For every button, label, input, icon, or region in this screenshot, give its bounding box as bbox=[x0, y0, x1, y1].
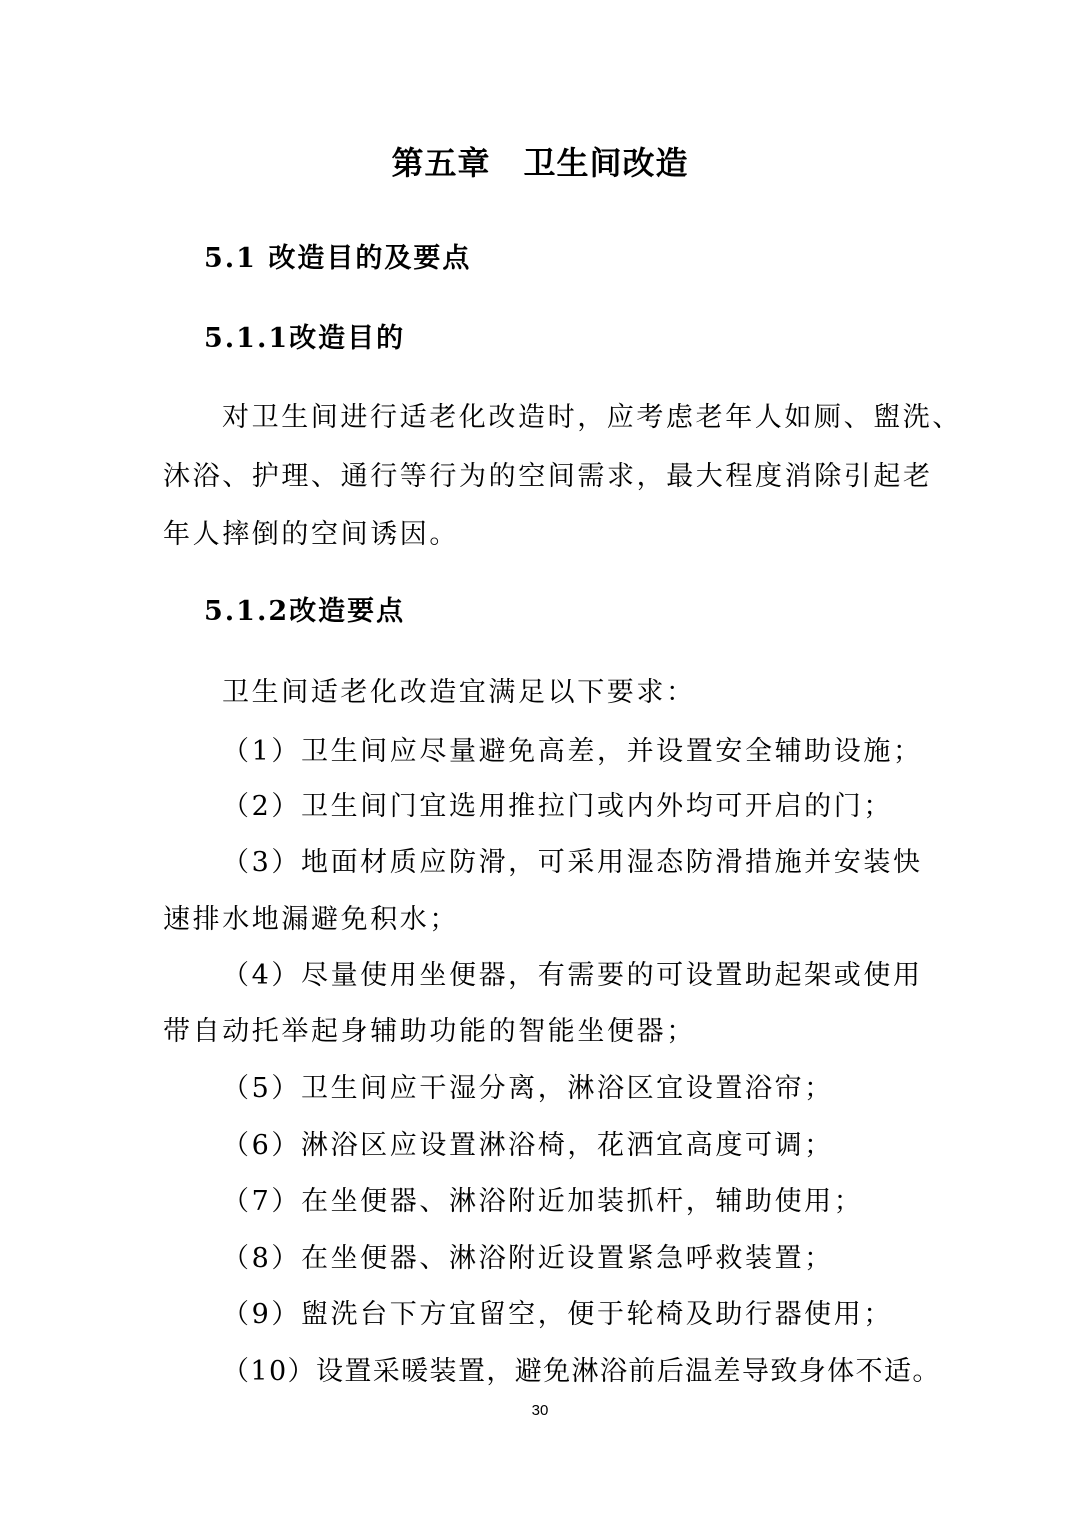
list-item: （2）卫生间门宜选用推拉门或内外均可开启的门； bbox=[222, 791, 893, 822]
requirements-intro: 卫生间适老化改造宜满足以下要求： bbox=[222, 677, 696, 708]
list-item: （7）在坐便器、淋浴附近加装抓杆，辅助使用； bbox=[222, 1186, 864, 1217]
paragraph-line: 沐浴、护理、通行等行为的空间需求，最大程度消除引起老 bbox=[163, 461, 933, 492]
page-number: 30 bbox=[531, 1402, 549, 1419]
subsection-heading-5-1-1: 5.1.1改造目的 bbox=[204, 323, 406, 354]
list-item-continuation: 带自动托举起身辅助功能的智能坐便器； bbox=[163, 1016, 696, 1047]
list-item: （6）淋浴区应设置淋浴椅，花洒宜高度可调； bbox=[222, 1130, 834, 1161]
section-heading-5-1: 5.1 改造目的及要点 bbox=[204, 243, 472, 274]
paragraph-line: 对卫生间进行适老化改造时，应考虑老年人如厕、盥洗、 bbox=[222, 402, 962, 433]
list-item-continuation: 速排水地漏避免积水； bbox=[163, 904, 459, 935]
list-item: （4）尽量使用坐便器，有需要的可设置助起架或使用 bbox=[222, 960, 923, 991]
paragraph-line: 年人摔倒的空间诱因。 bbox=[163, 519, 459, 550]
list-item: （10）设置采暖装置，避免淋浴前后温差导致身体不适。 bbox=[222, 1356, 941, 1387]
subsection-heading-5-1-2: 5.1.2改造要点 bbox=[204, 596, 406, 627]
list-item: （1）卫生间应尽量避免高差，并设置安全辅助设施； bbox=[222, 736, 923, 767]
chapter-title: 第五章 卫生间改造 bbox=[391, 144, 689, 182]
list-item: （8）在坐便器、淋浴附近设置紧急呼救装置； bbox=[222, 1243, 834, 1274]
list-item: （3）地面材质应防滑，可采用湿态防滑措施并安装快 bbox=[222, 847, 923, 878]
list-item: （9）盥洗台下方宜留空，便于轮椅及助行器使用； bbox=[222, 1299, 893, 1330]
list-item: （5）卫生间应干湿分离，淋浴区宜设置浴帘； bbox=[222, 1073, 834, 1104]
